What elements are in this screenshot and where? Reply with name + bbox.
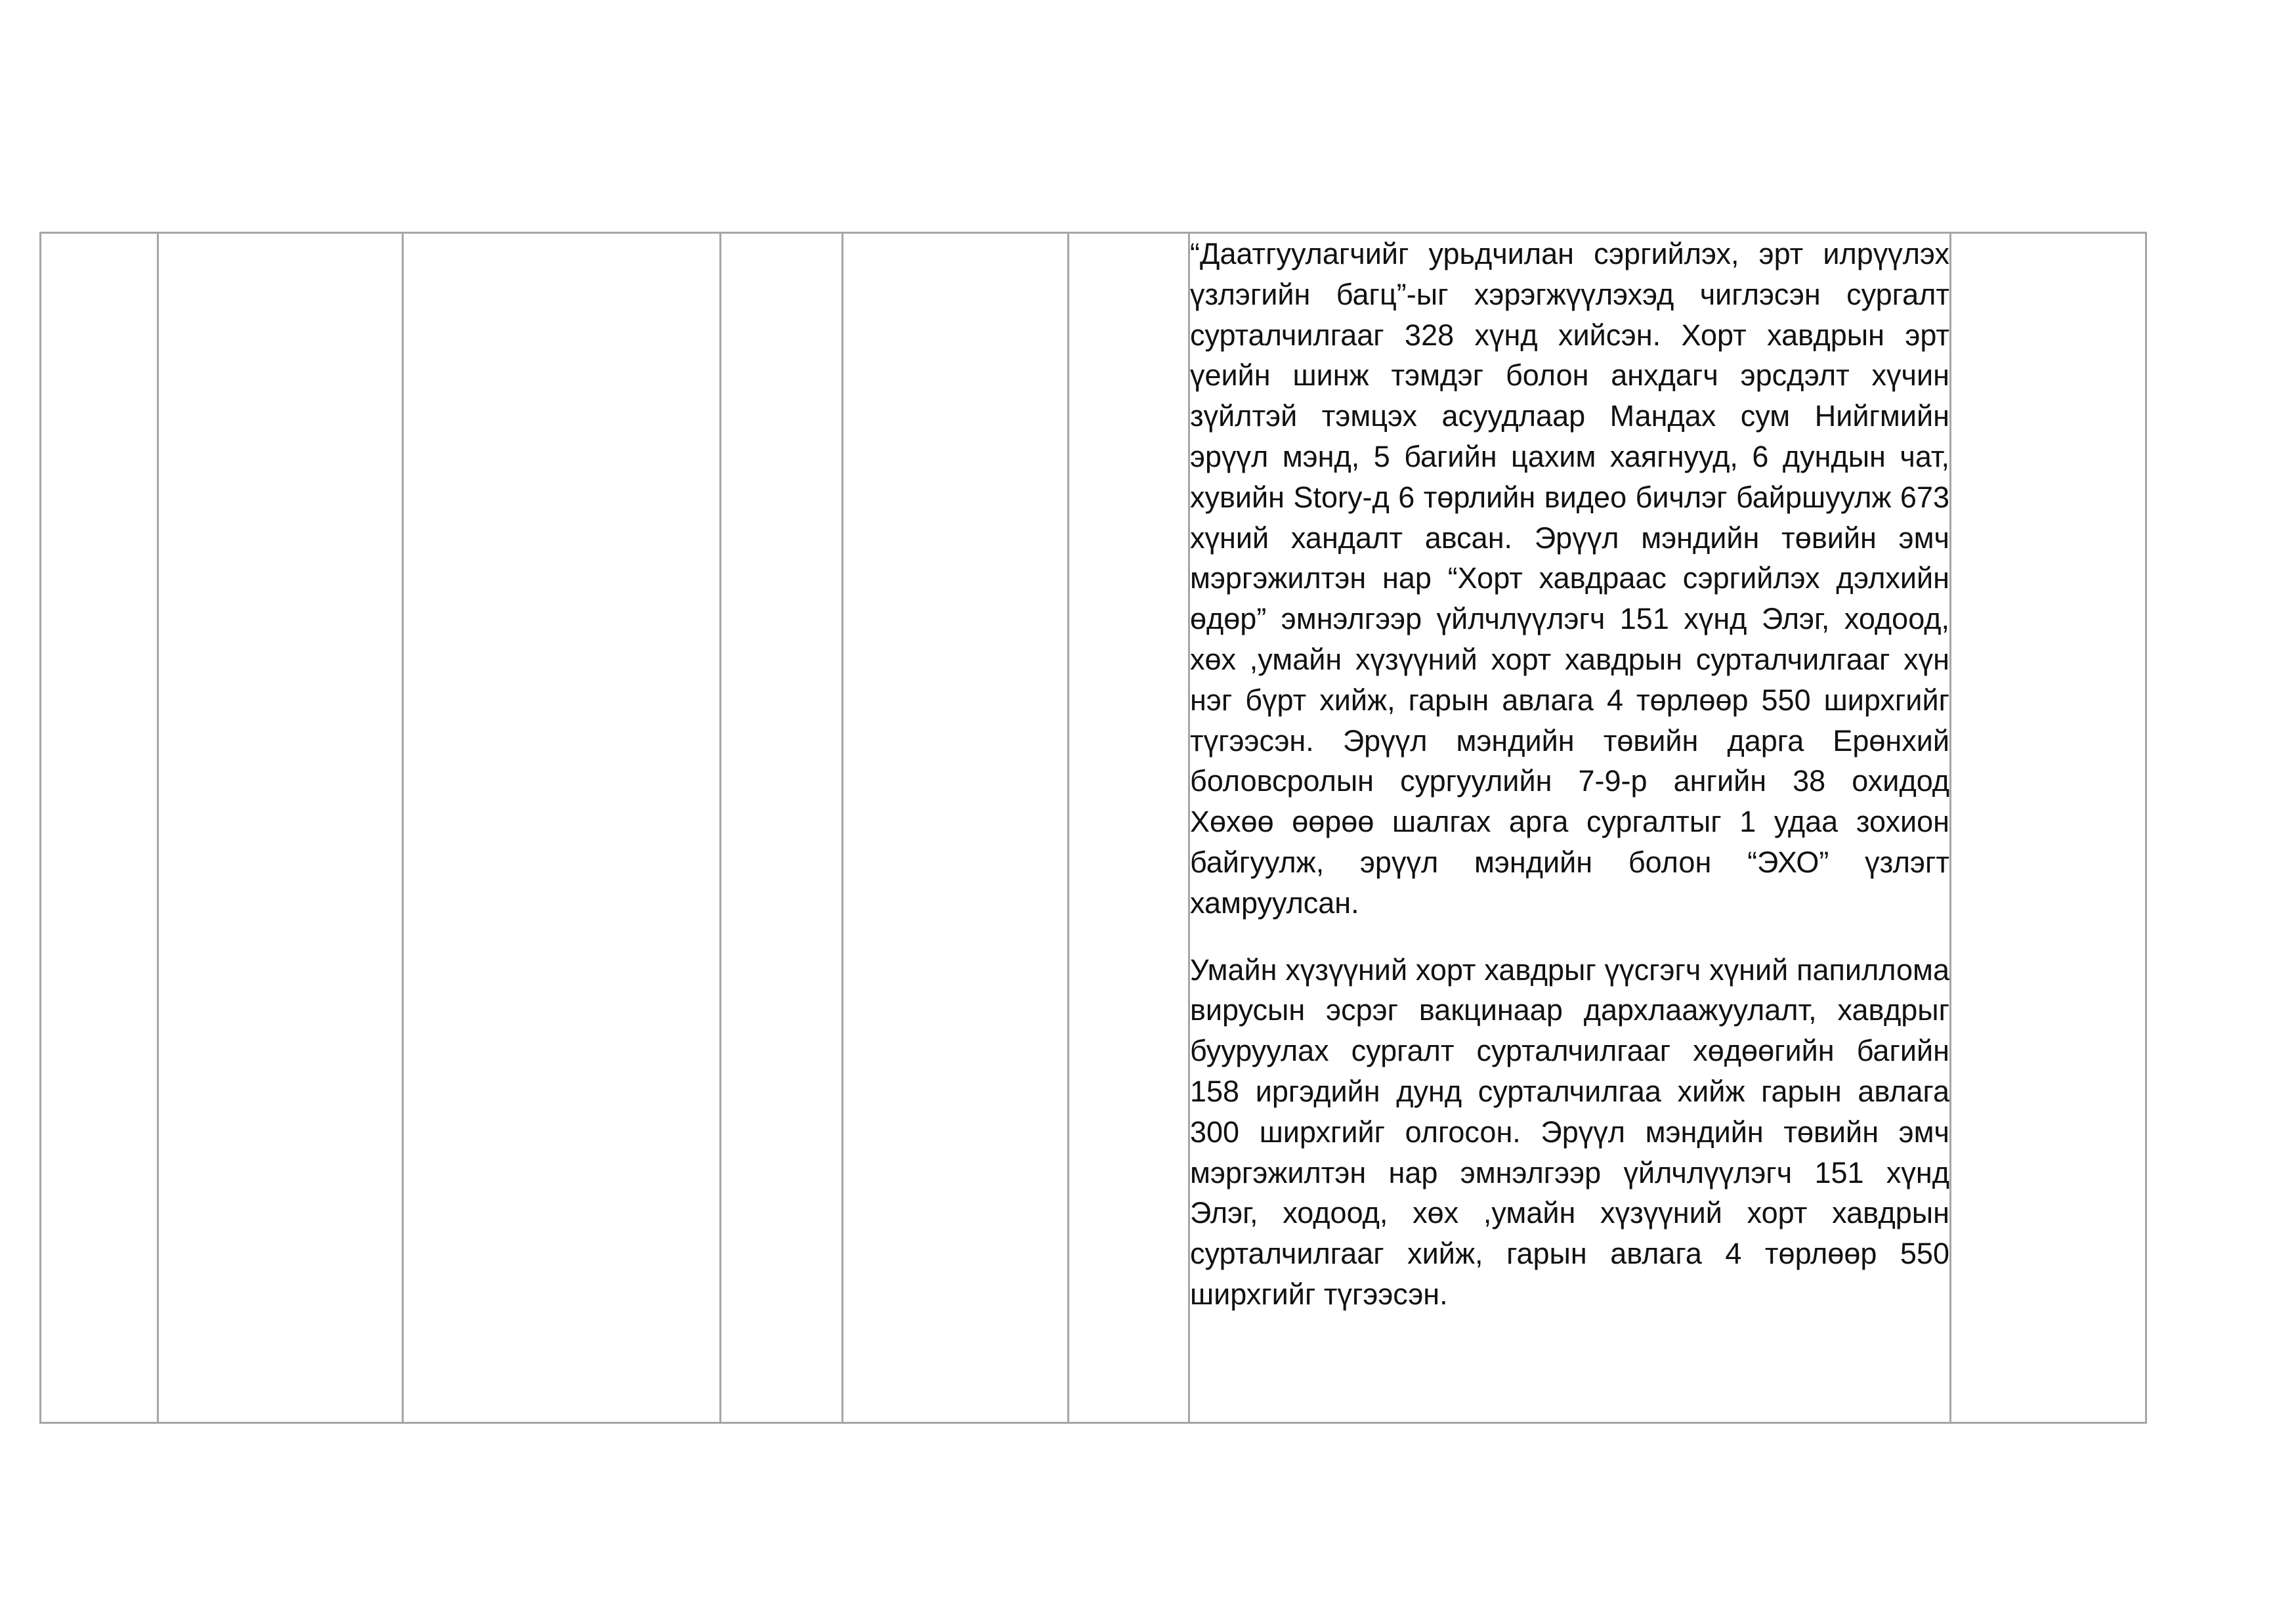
paragraph-hpv-vaccination: Умайн хүзүүний хорт хавдрыг үүсгэгч хүний папиллома вирусын эсрэг вакцинаар дархлаажуулалт, хавдрыг бууруулах сургалт сурталчилгааг хөдөөгийн багийн 158 иргэдийн дунд сурталчилгаа хийж гарын авлага 300 ширхгийг олгосон. Эрүүл мэндийн төвийн эмч мэргэжилтэн нар эмнэлгээр үйлчлүүлэгч 151 хүнд Элэг, ходоод, хөх ,умайн хүзүүний хорт хавдрын сурталчилгааг хийж, гарын авлага 4 төрлөөр 550 ширхгийг түгээсэн. [1190, 952, 1949, 1311]
empty-cell-5 [843, 233, 1069, 1423]
report-table [39, 232, 2147, 1424]
empty-cell-8 [1951, 233, 2146, 1423]
paragraph-cancer-screening: “Даатгуулагчийг урьдчилан сэргийлэх, эрт илрүүлэх үзлэгийн багц”-ыг хэрэгжүүлэхэд чиглэсэн сургалт сурталчилгааг 328 хүнд хийсэн. Хорт хавдрын эрт үеийн шинж тэмдэг болон анхдагч эрсдэлт хүчин зүйлтэй тэмцэх асуудлаар Мандах сум Нийгмийн эрүүл мэнд, 5 багийн цахим хаягнууд, 6 дундын чат, хувийн Story-д 6 төрлийн видео бичлэг байршуулж 673 хүний хандалт авсан. Эрүүл мэндийн төвийн эмч мэргэжилтэн нар “Хорт хавдраас сэргийлэх дэлхийн өдөр” эмнэлгээр үйлчлүүлэгч 151 хүнд Элэг, ходоод, хөх ,умайн хүзүүний хорт хавдрын сурталчилгааг хүн нэг бүрт хийж, гарын авлага 4 төрлөөр 550 ширхгийг түгээсэн. Эрүүл мэндийн төвийн дарга Ерөнхий боловсролын сургуулийн 7-9-р ангийн 38 охидод Хөхөө өөрөө шалгах арга сургалтыг 1 удаа зохион байгуулж, эрүүл мэндийн болон “ЭХО” үзлэгт хамруулсан. [1190, 237, 1949, 920]
empty-cell-2 [158, 233, 403, 1423]
empty-cell-1 [41, 233, 158, 1423]
empty-cell-4 [721, 233, 843, 1423]
activity-description-cell [1189, 233, 1951, 1423]
empty-cell-6 [1069, 233, 1189, 1423]
empty-cell-3 [403, 233, 721, 1423]
table-row [41, 233, 2146, 1423]
